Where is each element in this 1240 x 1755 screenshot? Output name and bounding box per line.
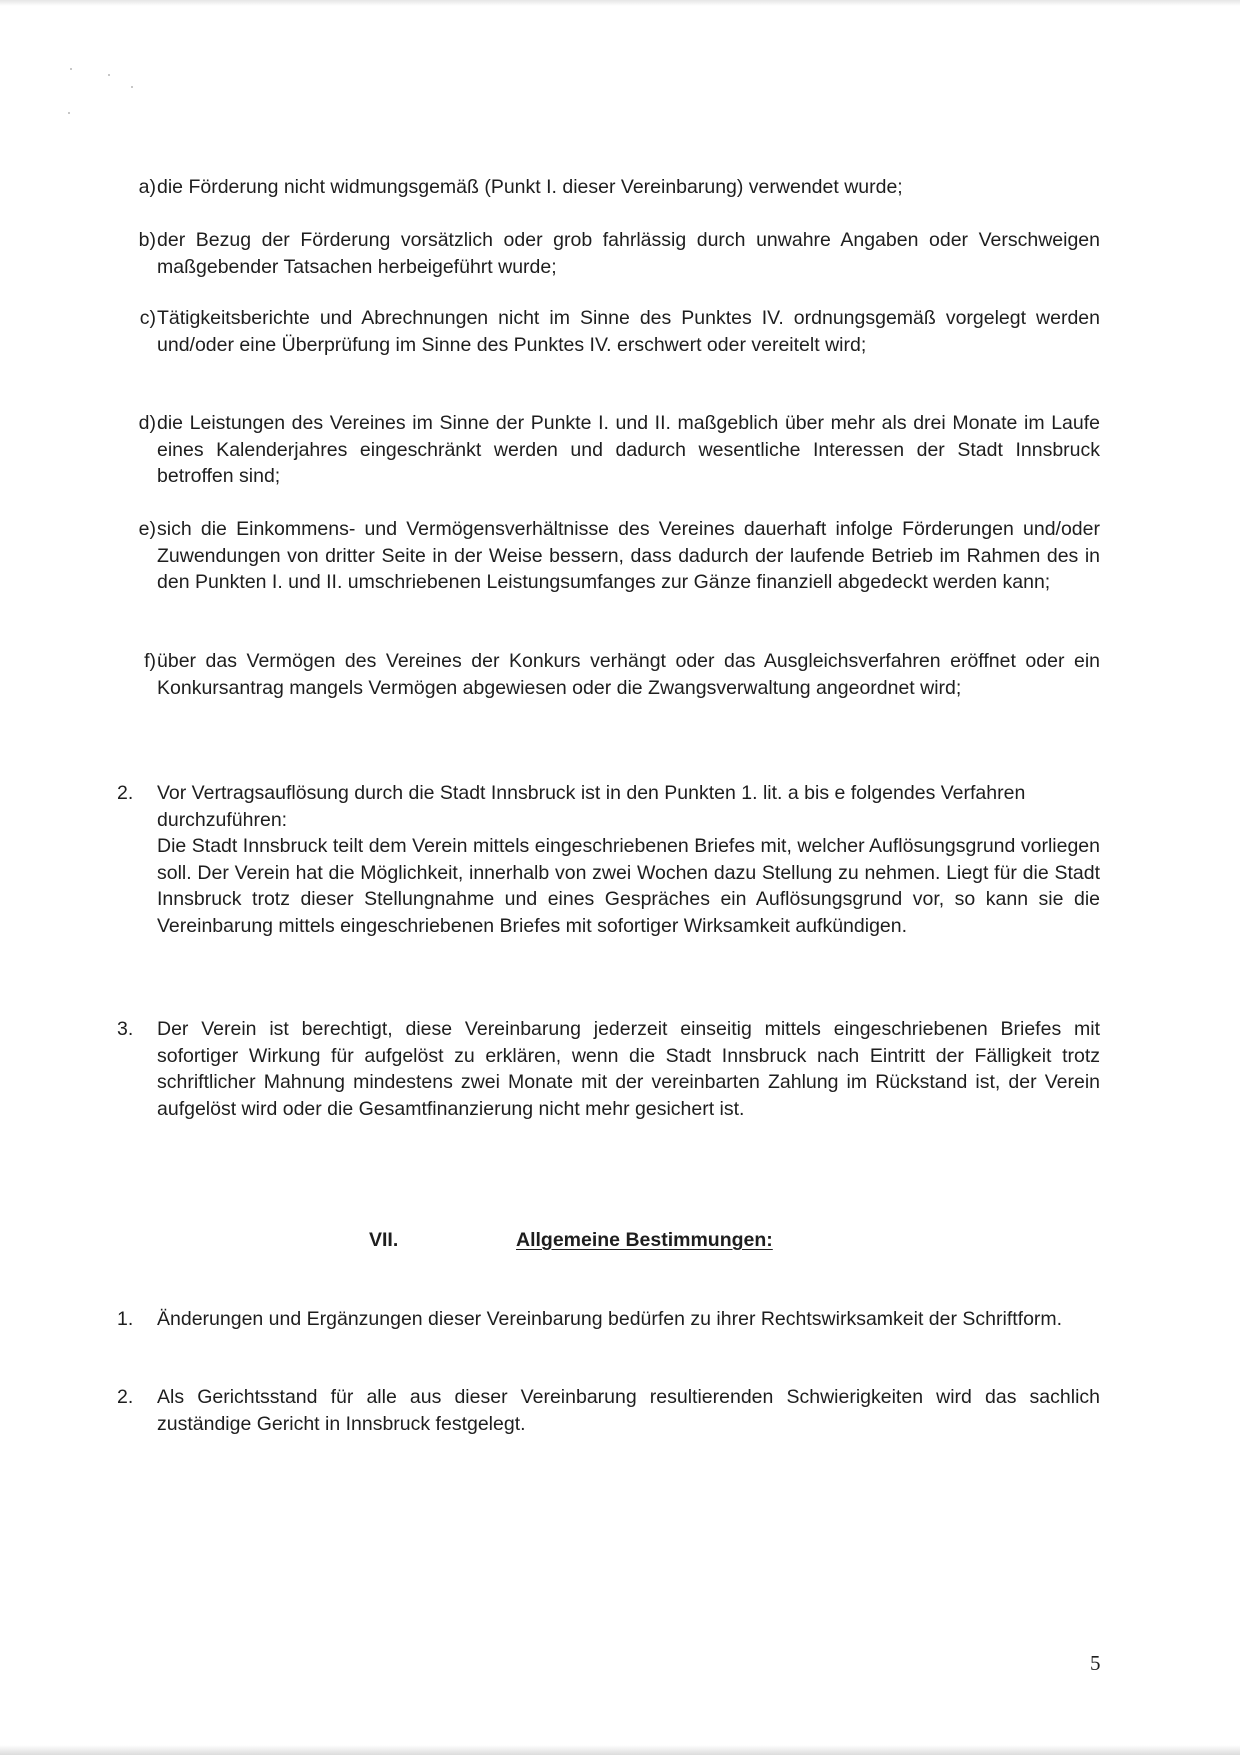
scan-speck bbox=[131, 86, 133, 88]
scan-speck bbox=[108, 74, 110, 76]
numbered-item-label: 2. bbox=[117, 1386, 134, 1408]
scan-edge-top bbox=[0, 0, 1240, 6]
numbered-item-text bbox=[157, 780, 1100, 939]
section-number: VII. bbox=[369, 1229, 399, 1251]
list-item-label: c) bbox=[139, 307, 156, 329]
procedure-intro: Vor Vertragsauflösung durch die Stadt Innsbruck ist in den Punkten 1. lit. a bis e folgendes Verfahren durchzuführen: bbox=[157, 782, 1026, 831]
list-item-label: e) bbox=[138, 518, 156, 540]
list-item-text: die Förderung nicht widmungsgemäß (Punkt I. dieser Vereinbarung) verwendet wurde; bbox=[157, 176, 903, 198]
list-item-text: der Bezug der Förderung vorsätzlich oder grob fahrlässig durch unwahre Angaben oder Verschweigen maßgebender Tatsachen herbeigeführt wurde; bbox=[157, 229, 1100, 278]
list-item-label: b) bbox=[138, 229, 156, 251]
scan-speck bbox=[70, 68, 72, 70]
list-item-text: Tätigkeitsberichte und Abrechnungen nicht im Sinne des Punktes IV. ordnungsgemäß vorgelegt werden und/oder eine Überprüfung im Sinne des Punktes IV. erschwert oder vereitelt wird; bbox=[157, 307, 1100, 356]
numbered-item-label: 3. bbox=[117, 1018, 134, 1040]
list-item-label: a) bbox=[138, 176, 156, 198]
procedure-text: Die Stadt Innsbruck teilt dem Verein mittels eingeschriebenen Briefes mit, welcher Auflösungsgrund vorliegen soll. Der Verein hat die Möglichkeit, innerhalb von zwei Wochen dazu Stellung zu nehmen. Liegt für die Stadt Innsbruck trotz dieser Stellungnahme und eines Gespräches ein Auflösungsgrund vor, so kann sie die Vereinbarung mittels eingeschriebenen Briefes mit sofortiger Wirksamkeit aufkündigen. bbox=[157, 835, 1100, 937]
numbered-item-text: Änderungen und Ergänzungen dieser Vereinbarung bedürfen zu ihrer Rechtswirksamkeit der Schriftform. bbox=[157, 1308, 1063, 1330]
list-item-label: f) bbox=[144, 650, 156, 672]
scan-edge-bottom bbox=[0, 1745, 1240, 1755]
page-number: 5 bbox=[1090, 1651, 1101, 1675]
list-item-label: d) bbox=[138, 412, 156, 434]
scan-speck bbox=[68, 112, 70, 114]
list-item-text: sich die Einkommens- und Vermögensverhältnisse des Vereines dauerhaft infolge Förderungen und/oder Zuwendungen von dritter Seite in der Weise bessern, dass dadurch der laufende Betrieb im Rahmen des in den Punkten I. und II. umschriebenen Leistungsumfanges zur Gänze finanziell abgedeckt werden kann; bbox=[157, 518, 1100, 593]
numbered-item-label: 1. bbox=[117, 1308, 134, 1330]
list-item-text: über das Vermögen des Vereines der Konkurs verhängt oder das Ausgleichsverfahren eröffnet oder ein Konkursantrag mangels Vermögen abgewiesen oder die Zwangsverwaltung angeordnet wird; bbox=[157, 650, 1100, 699]
section-title: Allgemeine Bestimmungen: bbox=[516, 1229, 773, 1251]
list-item-text: die Leistungen des Vereines im Sinne der Punkte I. und II. maßgeblich über mehr als drei Monate im Laufe eines Kalenderjahres eingeschränkt werden und dadurch wesentliche Interessen der Stadt Innsbruck betroffen sind; bbox=[157, 412, 1100, 487]
numbered-item-label: 2. bbox=[117, 782, 134, 804]
numbered-item-text: Der Verein ist berechtigt, diese Vereinbarung jederzeit einseitig mittels eingeschriebenen Briefes mit sofortiger Wirkung für aufgelöst zu erklären, wenn die Stadt Innsbruck nach Eintritt der Fälligkeit trotz schriftlicher Mahnung mindestens zwei Monate mit der vereinbarten Zahlung im Rückstand ist, der Verein aufgelöst wird oder die Gesamtfinanzierung nicht mehr gesichert ist. bbox=[157, 1018, 1100, 1120]
numbered-item-text: Als Gerichtsstand für alle aus dieser Vereinbarung resultierenden Schwierigkeiten wird das sachlich zuständige Gericht in Innsbruck festgelegt. bbox=[157, 1386, 1100, 1435]
